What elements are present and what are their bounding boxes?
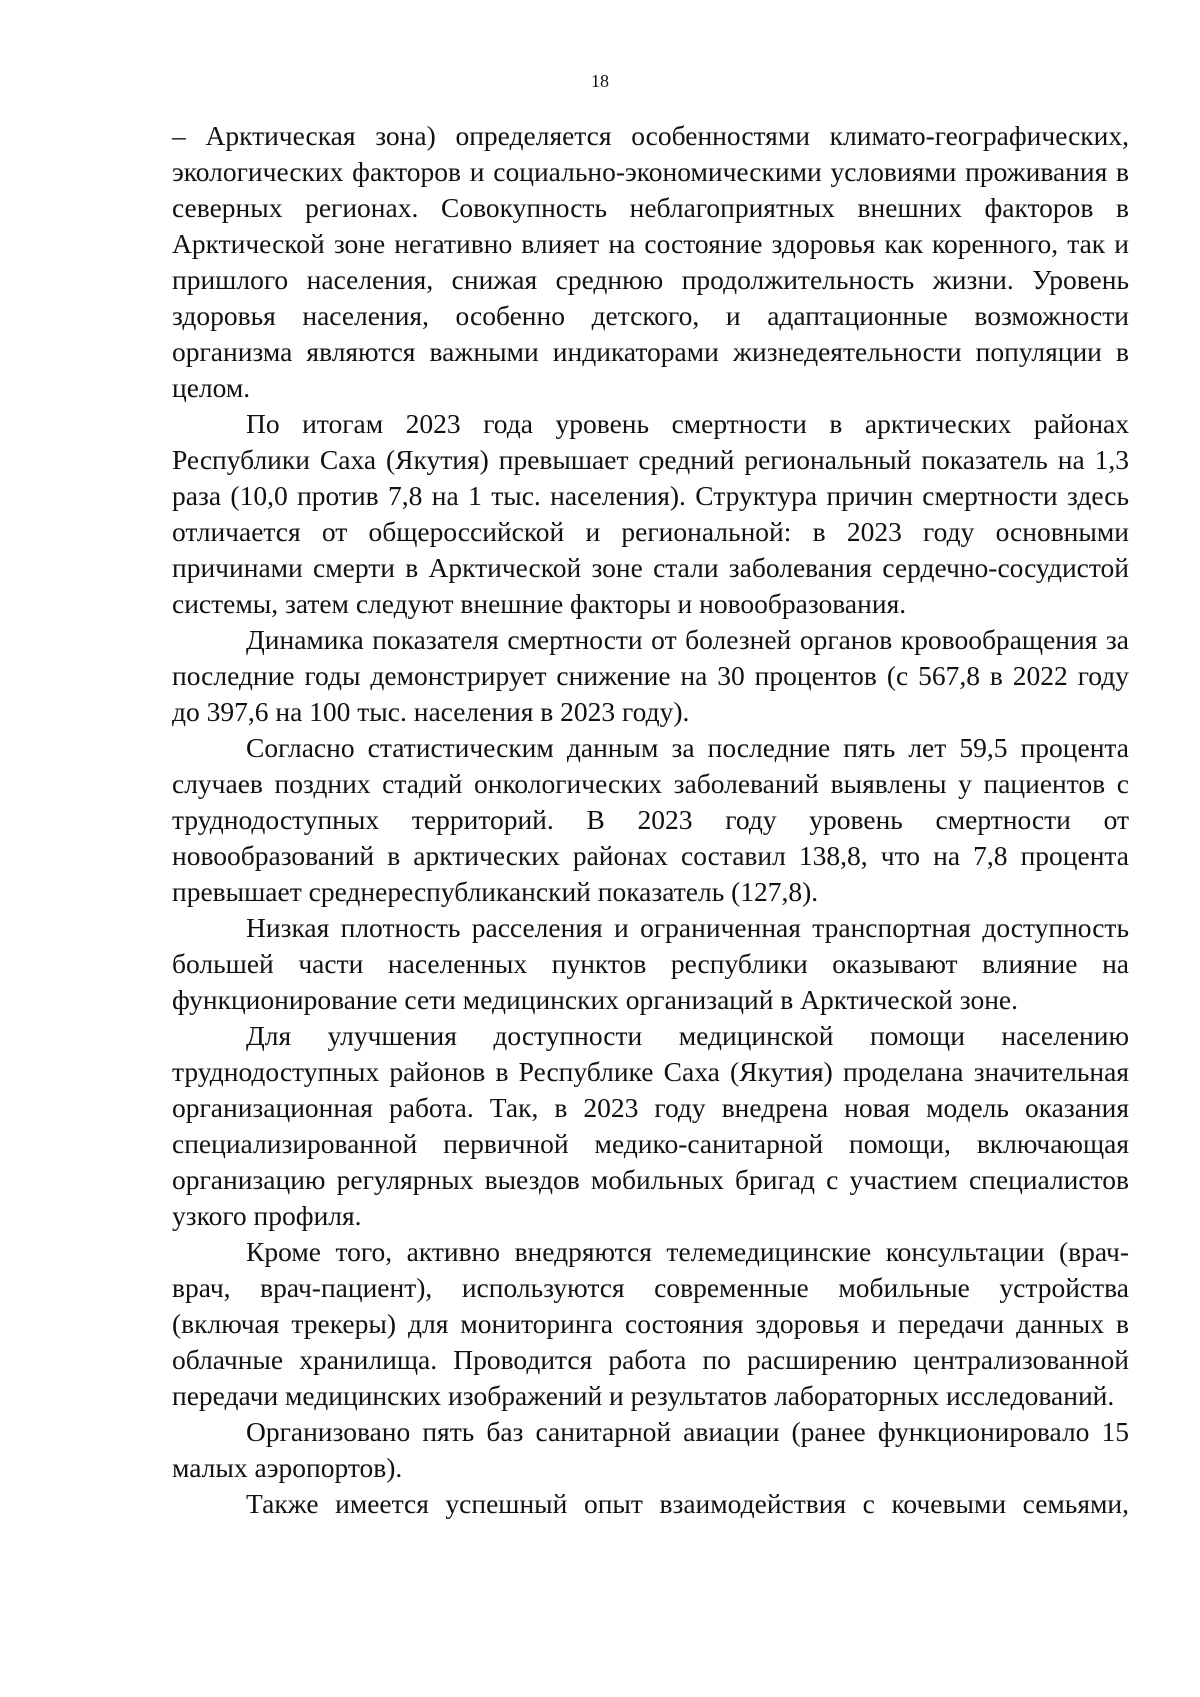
paragraph-nomadic-families: Также имеется успешный опыт взаимодействия с кочевыми семьями,: [246, 1488, 1129, 1519]
paragraph-population-density: Низкая плотность расселения и ограниченная транспортная доступность большей части населенных пунктов республики оказывают влияние на функционирование сети медицинских организаций в Арктической зоне.: [172, 912, 1129, 1015]
paragraph-circulatory-dynamics: Динамика показателя смертности от болезней органов кровообращения за последние годы демонстрирует снижение на 30 процентов (с 567,8 в 2022 году до 397,6 на 100 тыс. населения в 2023 году).: [172, 624, 1129, 727]
paragraph-arctic-zone-factors: – Арктическая зона) определяется особенностями климато-географических, экологических факторов и социально-экономическими условиями проживания в северных регионах. Совокупность неблагоприятных внешних факторов в Арктической зоне негативно влияет на состояние здоровья как коренного, так и пришлого населения, снижая среднюю продолжительность жизни. Уровень здоровья населения, особенно детского, и адаптационные возможности организма являются важными индикаторами жизнедеятельности популяции в целом.: [172, 120, 1129, 403]
paragraph-sanitary-aviation: Организовано пять баз санитарной авиации (ранее функционировало 15 малых аэропортов).: [172, 1416, 1129, 1483]
document-body: [172, 118, 1129, 1522]
paragraph-access-improvement: Для улучшения доступности медицинской помощи населению труднодоступных районов в Республике Саха (Якутия) проделана значительная организационная работа. Так, в 2023 году внедрена новая модель оказания специализированной первичной медико-санитарной помощи, включающая организацию регулярных выездов мобильных бригад с участием специалистов узкого профиля.: [172, 1020, 1129, 1231]
paragraph-mortality-2023: По итогам 2023 года уровень смертности в арктических районах Республики Саха (Якутия) превышает средний региональный показатель на 1,3 раза (10,0 против 7,8 на 1 тыс. населения). Структура причин смертности здесь отличается от общероссийской и региональной: в 2023 году основными причинами смерти в Арктической зоне стали заболевания сердечно-сосудистой системы, затем следуют внешние факторы и новообразования.: [172, 408, 1129, 619]
paragraph-telemedicine: Кроме того, активно внедряются телемедицинские консультации (врач-врач, врач-пациент), используются современные мобильные устройства (включая трекеры) для мониторинга состояния здоровья и передачи данных в облачные хранилища. Проводится работа по расширению централизованной передачи медицинских изображений и результатов лабораторных исследований.: [172, 1236, 1129, 1411]
paragraph-oncology-statistics: Согласно статистическим данным за последние пять лет 59,5 процента случаев поздних стадий онкологических заболеваний выявлены у пациентов с труднодоступных территорий. В 2023 году уровень смертности от новообразований в арктических районах составил 138,8, что на 7,8 процента превышает среднереспубликанский показатель (127,8).: [172, 732, 1129, 907]
page-number: 18: [591, 71, 609, 91]
